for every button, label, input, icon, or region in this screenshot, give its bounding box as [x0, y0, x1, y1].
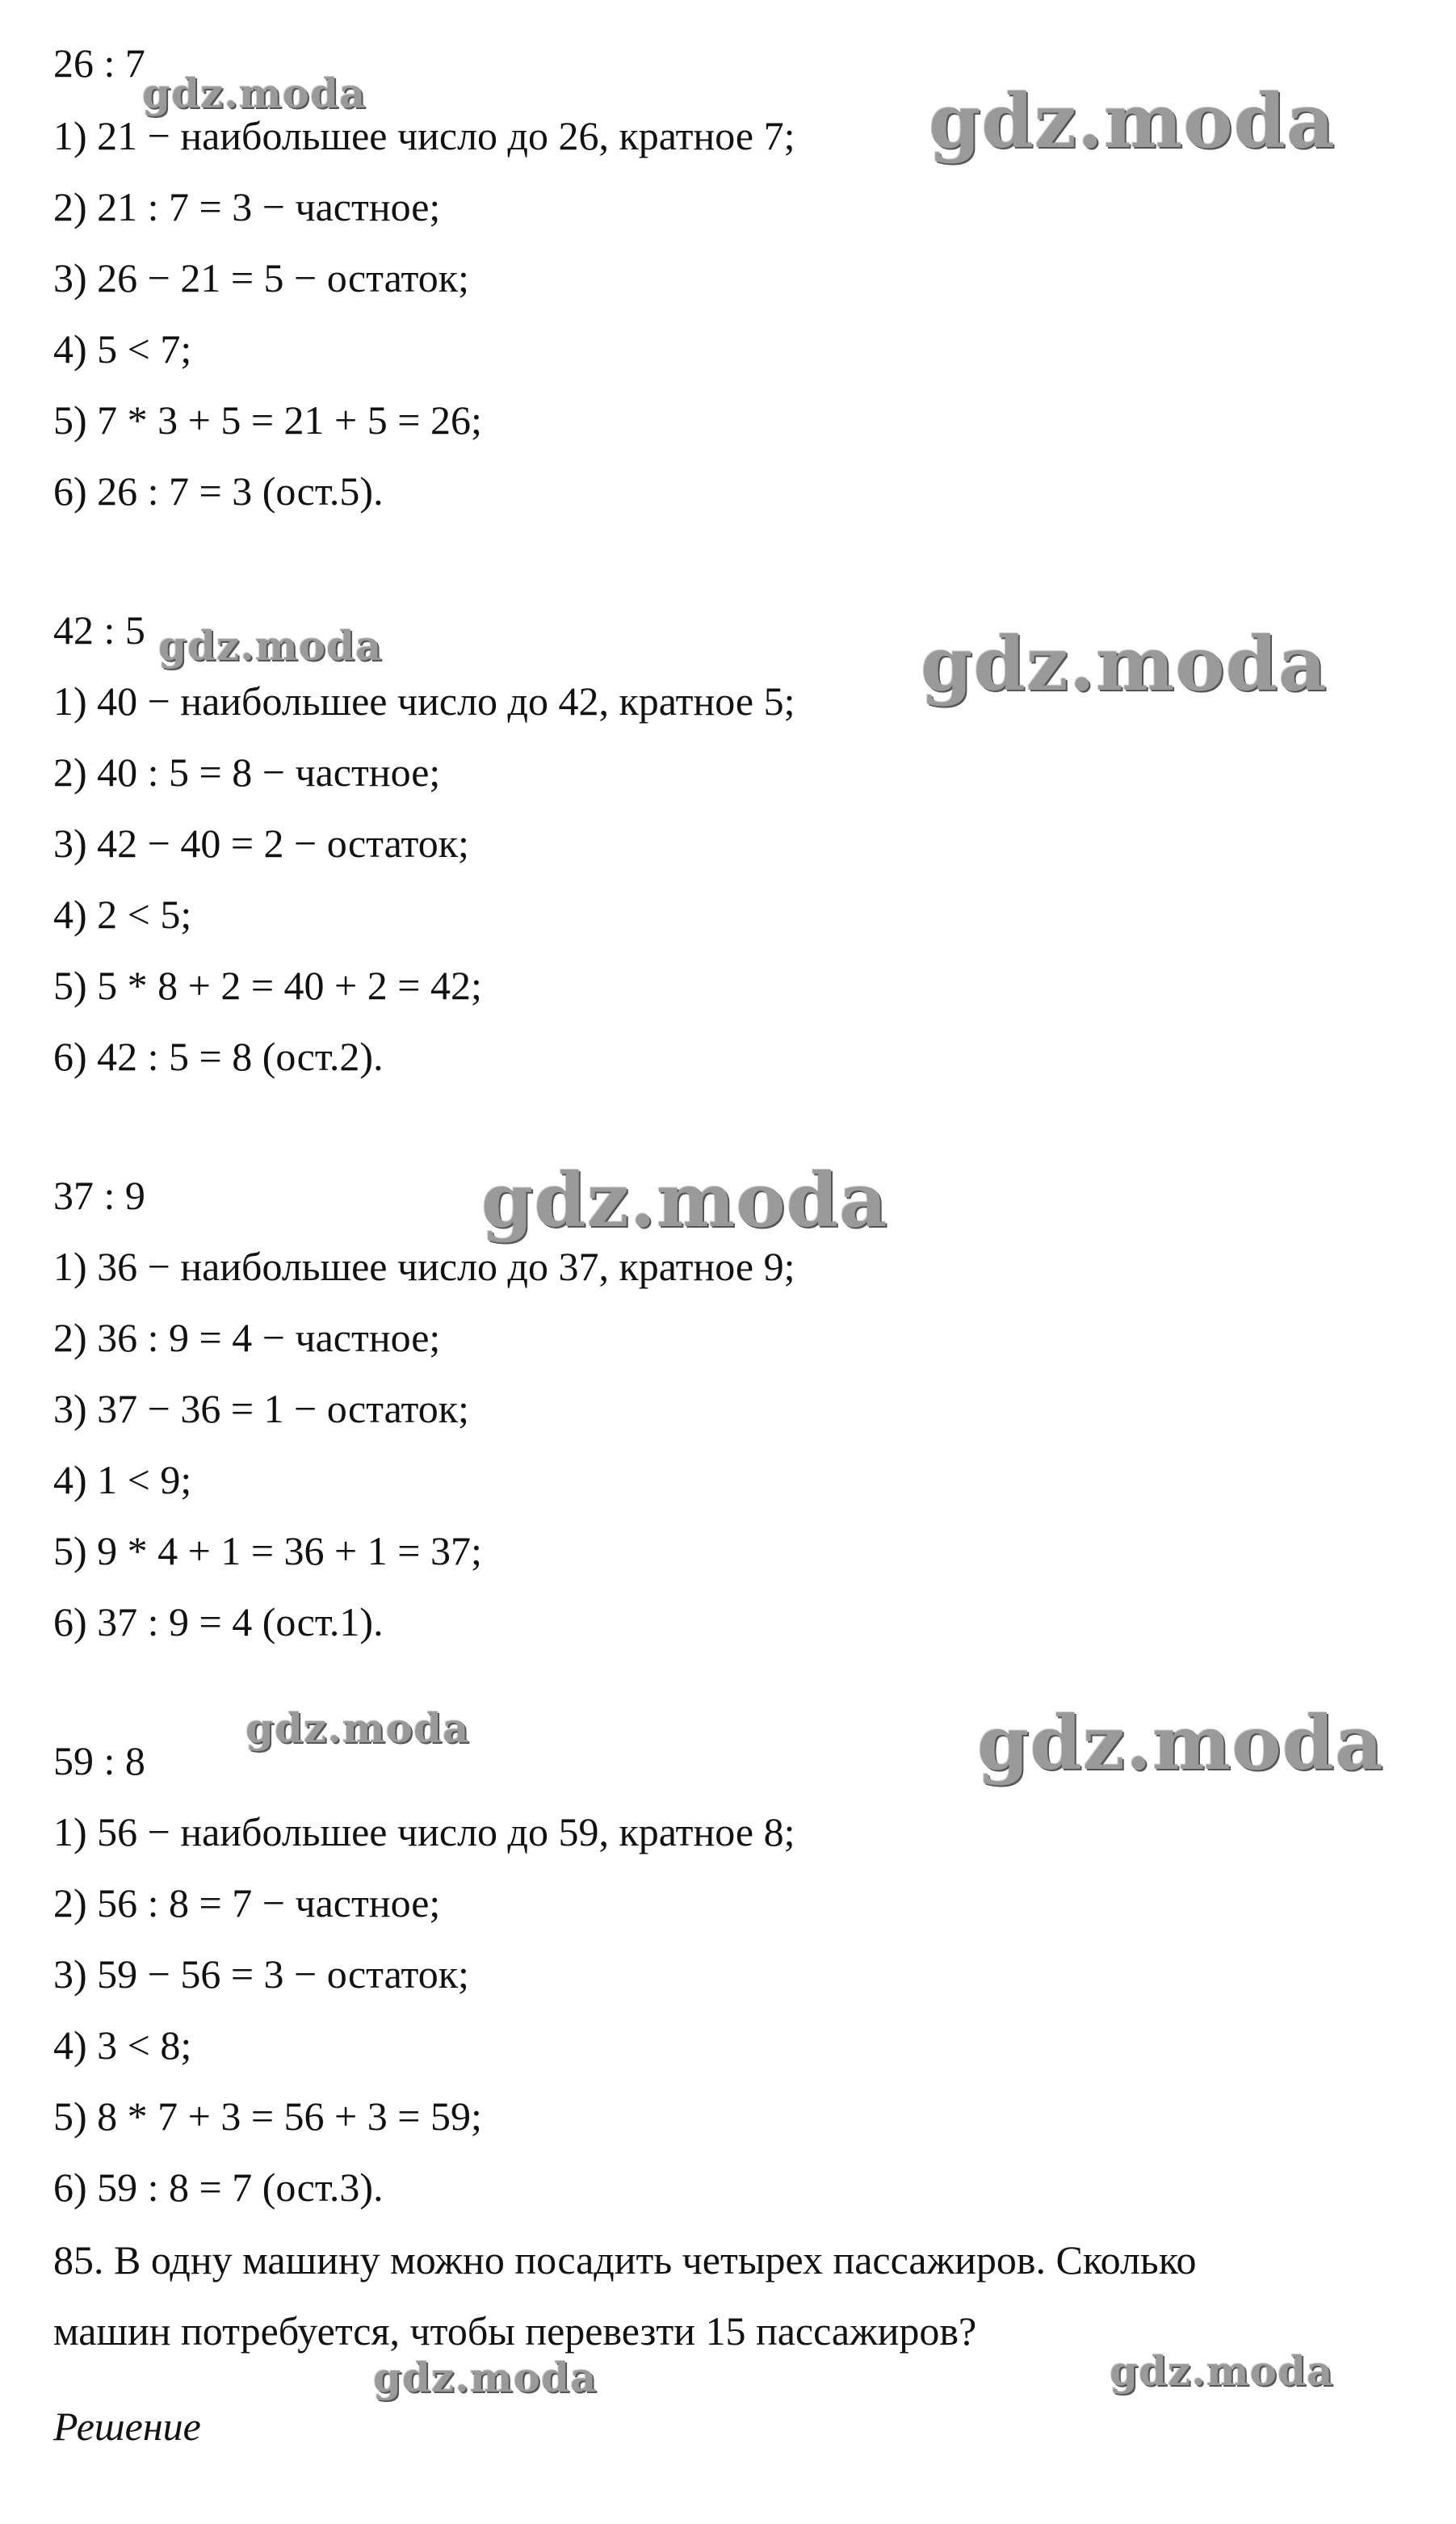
watermark: gdz.moda	[245, 1704, 470, 1752]
block-1-step-5: 5) 7 * 3 + 5 = 21 + 5 = 26;	[53, 397, 482, 443]
block-4-step-5: 5) 8 * 7 + 3 = 56 + 3 = 59;	[53, 2094, 482, 2139]
block-2-step-1: 1) 40 − наибольшее число до 42, кратное 5;	[53, 678, 795, 724]
block-4-step-4: 4) 3 < 8;	[53, 2022, 192, 2068]
block-3-step-5: 5) 9 * 4 + 1 = 36 + 1 = 37;	[53, 1528, 482, 1573]
watermark: gdz.moda	[929, 78, 1336, 165]
block-3-step-4: 4) 1 < 9;	[53, 1457, 192, 1502]
block-2-step-6: 6) 42 : 5 = 8 (ост.2).	[53, 1034, 384, 1079]
watermark: gdz.moda	[481, 1157, 888, 1244]
block-1-step-2: 2) 21 : 7 = 3 − частное;	[53, 184, 441, 229]
watermark: gdz.moda	[158, 622, 383, 670]
block-3-title: 37 : 9	[53, 1173, 145, 1218]
block-2-step-4: 4) 2 < 5;	[53, 892, 192, 937]
block-4-step-6: 6) 59 : 8 = 7 (ост.3).	[53, 2165, 384, 2210]
block-4-title: 59 : 8	[53, 1738, 145, 1783]
watermark: gdz.moda	[977, 1699, 1384, 1787]
block-1-step-3: 3) 26 − 21 = 5 − остаток;	[53, 255, 469, 300]
watermark: gdz.moda	[921, 620, 1328, 708]
block-3-step-3: 3) 37 − 36 = 1 − остаток;	[53, 1386, 469, 1431]
block-1-step-1: 1) 21 − наибольшее число до 26, кратное 7;	[53, 113, 795, 158]
watermark: gdz.moda	[1110, 2347, 1334, 2395]
block-4-step-3: 3) 59 − 56 = 3 − остаток;	[53, 1951, 469, 1997]
block-2-step-3: 3) 42 − 40 = 2 − остаток;	[53, 821, 469, 866]
problem-text-line-1: 85. В одну машину можно посадить четырех пассажиров. Сколько	[53, 2237, 1197, 2283]
block-1-title: 26 : 7	[53, 40, 145, 86]
block-1-step-6: 6) 26 : 7 = 3 (ост.5).	[53, 468, 384, 514]
block-1-step-4: 4) 5 < 7;	[53, 326, 192, 372]
block-4-step-2: 2) 56 : 8 = 7 − частное;	[53, 1880, 441, 1926]
block-3-step-2: 2) 36 : 9 = 4 − частное;	[53, 1315, 441, 1360]
block-3-step-6: 6) 37 : 9 = 4 (ост.1).	[53, 1599, 384, 1644]
block-2-title: 42 : 5	[53, 607, 145, 653]
block-3-step-1: 1) 36 − наибольшее число до 37, кратное 9;	[53, 1244, 795, 1289]
solution-label: Решение	[53, 2404, 201, 2449]
block-2-step-2: 2) 40 : 5 = 8 − частное;	[53, 750, 441, 795]
problem-text-line-2: машин потребуется, чтобы перевезти 15 пассажиров?	[53, 2308, 977, 2354]
watermark: gdz.moda	[142, 69, 367, 117]
block-2-step-5: 5) 5 * 8 + 2 = 40 + 2 = 42;	[53, 963, 482, 1008]
watermark: gdz.moda	[373, 2354, 598, 2401]
block-4-step-1: 1) 56 − наибольшее число до 59, кратное 8;	[53, 1809, 795, 1854]
